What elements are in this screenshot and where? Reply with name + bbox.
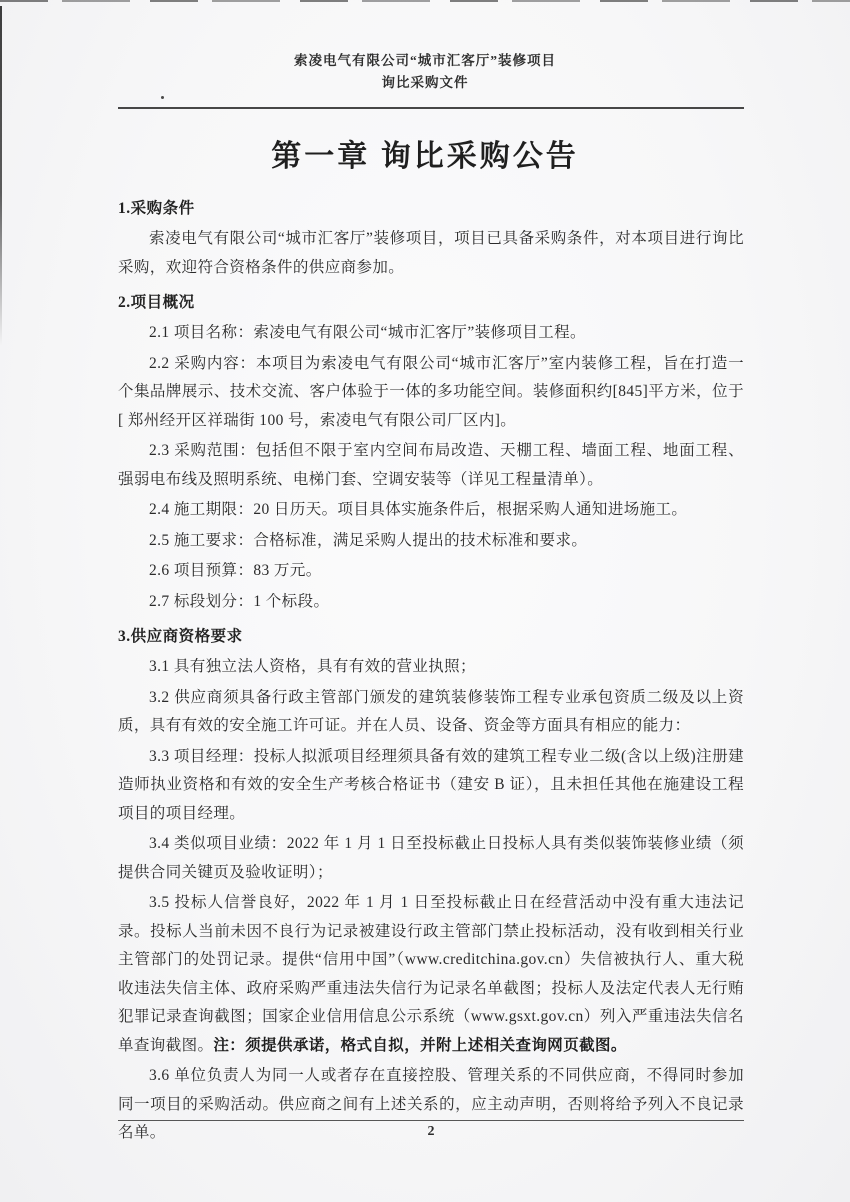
section-heading: 2.项目概况 — [118, 294, 195, 311]
paragraph-2-1: 2.1 项目名称：索凌电气有限公司“城市汇客厅”装修项目工程。 — [149, 324, 586, 341]
paragraph-2-3: 2.3 采购范围：包括但不限于室内空间布局改造、天棚工程、墙面工程、地面工程、强弱电布线及照明系统、电梯门套、空调安装等（详见工程量清单）。 — [118, 442, 744, 488]
paragraph-3-2: 3.2 供应商须具备行政主管部门颁发的建筑装修装饰工程专业承包资质二级及以上资质，具有有效的安全施工许可证。并在人员、设备、资金等方面具有相应的能力： — [118, 688, 744, 734]
paragraph-3-5 — [118, 889, 744, 1060]
header-project-title: 索凌电气有限公司“城市汇客厅”装修项目 — [294, 53, 556, 68]
paragraph-2-4: 2.4 施工期限：20 日历天。项目具体实施条件后，根据采购人通知进场施工。 — [149, 501, 688, 518]
paragraph-3-5-note-bold: 注：须提供承诺，格式自拟，并附上述相关查询网页截图。 — [213, 1036, 627, 1054]
section-heading: 1.采购条件 — [118, 200, 195, 217]
document-header — [0, 0, 850, 94]
paragraph-3-6: 3.6 单位负责人为同一人或者存在直接控股、管理关系的不同供应商，不得同时参加同一项目的采购活动。供应商之间有上述关系的，应主动声明，否则将给予列入不良记录名单。 — [118, 1067, 744, 1141]
header-rule — [118, 107, 744, 109]
paragraph-2-5: 2.5 施工要求：合格标准，满足采购人提出的技术标准和要求。 — [149, 531, 588, 549]
scan-edge-left — [0, 6, 2, 346]
scan-speck — [161, 96, 164, 99]
paragraph-3-1: 3.1 具有独立法人资格，具有有效的营业执照； — [149, 658, 476, 675]
paragraph-3-3: 3.3 项目经理：投标人拟派项目经理须具备有效的建筑工程专业二级(含以上级)注册建造师执业资格和有效的安全生产考核合格证书（建安 B 证），且未担任其他在施建设工程项目的项目经理。 — [118, 747, 744, 822]
section-supplier-qualifications — [118, 623, 744, 1148]
document-body — [118, 195, 744, 1148]
section-procurement-conditions — [118, 195, 744, 282]
section-project-overview — [118, 289, 744, 616]
header-doc-type: 询比采购文件 — [381, 75, 469, 90]
paragraph-2-6: 2.6 项目预算：83 万元。 — [149, 562, 322, 579]
page-title: 第一章 询比采购公告 — [271, 140, 579, 173]
paragraph: 索凌电气有限公司“城市汇客厅”装修项目，项目已具备采购条件，对本项目进行询比采购，欢迎符合资格条件的供应商参加。 — [118, 230, 744, 276]
document-footer — [118, 1120, 744, 1140]
scan-edge-top — [0, 0, 850, 2]
page-number: 2 — [427, 1124, 435, 1139]
paragraph-3-4: 3.4 类似项目业绩：2022 年 1 月 1 日至投标截止日投标人具有类似装饰装修业绩（须提供合同关键页及验收证明）； — [118, 835, 744, 881]
paragraph-2-2: 2.2 采购内容：本项目为索凌电气有限公司“城市汇客厅”室内装修工程，旨在打造一个集品牌展示、技术交流、客户体验于一体的多功能空间。装修面积约[845]平方米，位于[ 郑州经开区祥瑞街 100 号，索凌电气有限公司厂区内]。 — [118, 354, 744, 429]
paragraph-2-7: 2.7 标段划分：1 个标段。 — [149, 592, 330, 610]
footer-rule — [118, 1120, 744, 1121]
section-heading: 3.供应商资格要求 — [118, 628, 243, 645]
paragraph-3-5-text: 3.5 投标人信誉良好，2022 年 1 月 1 日至投标截止日在经营活动中没有重大违法记录。投标人当前未因不良行为记录被建设行政主管部门禁止投标活动，没有收到相关行业主管部门的处罚记录。提供“信用中国”（www.creditchina.gov.cn）失信被执行人、重大税收违法失信主体、政府采购严重违法失信行为记录名单截图；投标人及法定代表人无行贿犯罪记录查询截图；国家企业信用信息公示系统（www.gsxt.gov.cn）列入严重违法失信名单查询截图。 — [118, 894, 744, 1054]
